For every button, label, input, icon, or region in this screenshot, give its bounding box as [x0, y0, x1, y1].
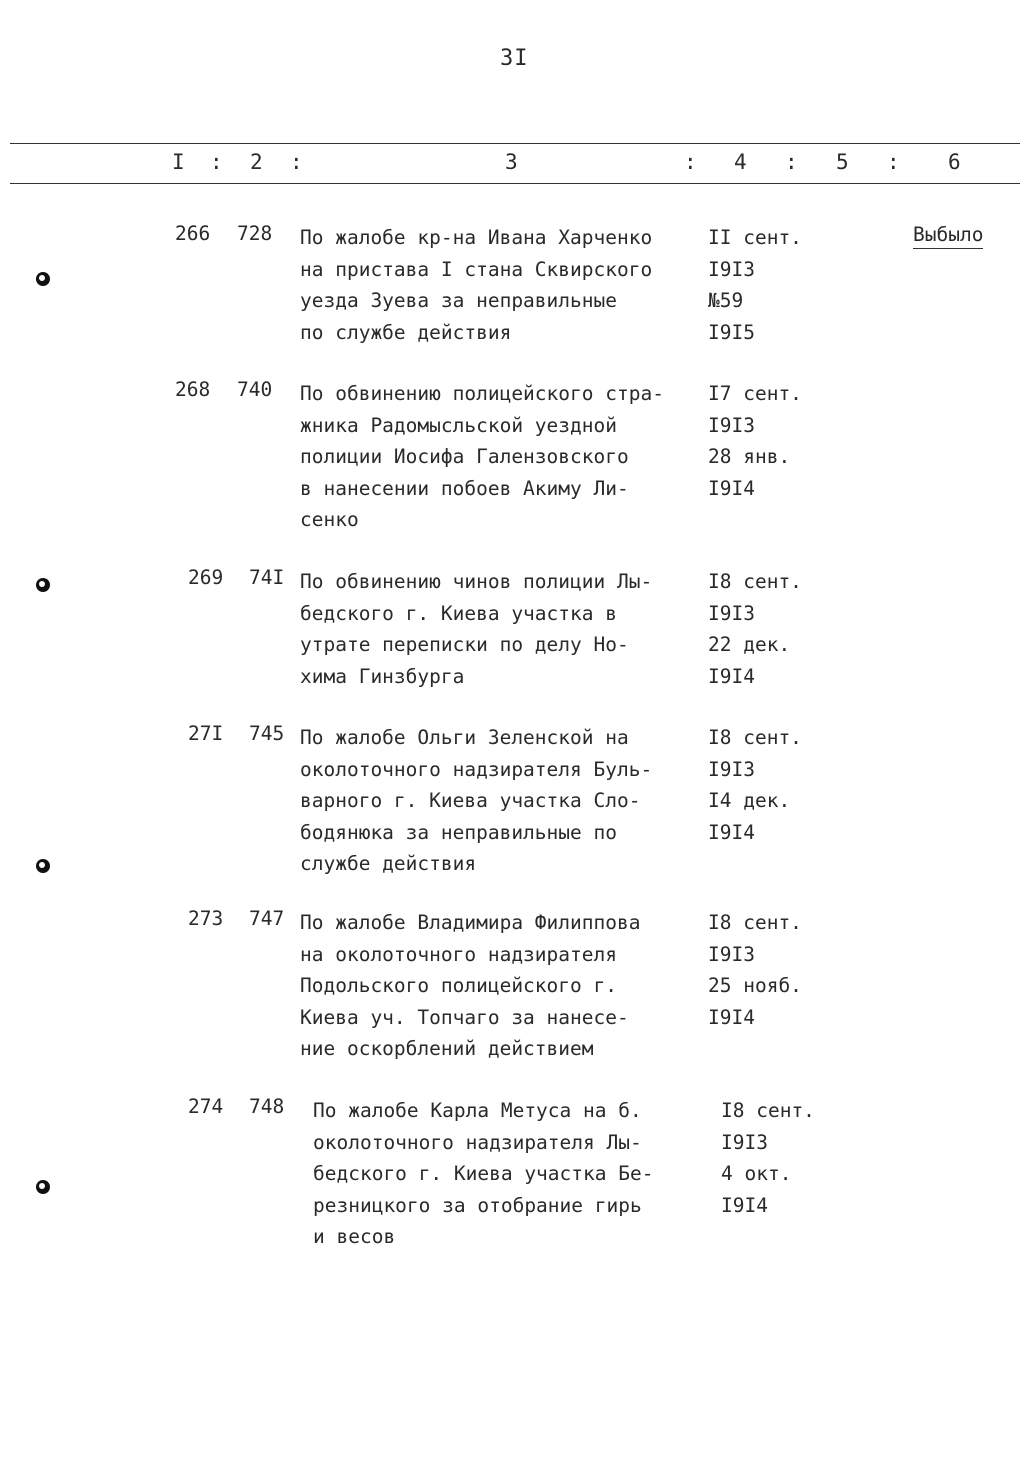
col-separator: : — [290, 150, 303, 174]
row-number: 27I — [188, 722, 224, 745]
case-number: 748 — [249, 1095, 285, 1118]
case-dates: I8 сент. I9I3 25 нояб. I9I4 — [708, 911, 802, 1029]
case-dates: I8 сент. I9I3 22 дек. I9I4 — [708, 570, 802, 688]
col-header-6: 6 — [948, 150, 961, 174]
col-header-5: 5 — [836, 150, 849, 174]
status-note: Выбыло — [913, 222, 983, 249]
case-number: 74I — [249, 566, 285, 589]
case-number: 728 — [237, 222, 273, 245]
col-header-2: 2 — [250, 150, 263, 174]
header-rule-bottom — [10, 183, 1020, 184]
row-number: 266 — [175, 222, 211, 245]
row-number: 268 — [175, 378, 211, 401]
case-description: По жалобе кр-на Ивана Харченко на пристава I стана Сквирского уезда Зуева за неправильные по службе действия — [300, 226, 653, 344]
col-separator: : — [887, 150, 900, 174]
page-number: 3I — [500, 46, 529, 71]
row-number: 274 — [188, 1095, 224, 1118]
case-number: 747 — [249, 907, 285, 930]
punch-hole — [36, 1180, 50, 1194]
col-header-4: 4 — [734, 150, 747, 174]
case-number: 740 — [237, 378, 273, 401]
case-number: 745 — [249, 722, 285, 745]
col-separator: : — [684, 150, 697, 174]
col-separator: : — [785, 150, 798, 174]
punch-hole — [36, 859, 50, 873]
row-number: 269 — [188, 566, 224, 589]
case-dates: I8 сент. I9I3 I4 дек. I9I4 — [708, 726, 802, 844]
case-description: По жалобе Карла Метуса на б. околоточного надзирателя Лы- бедского г. Киева участка Бе- резницкого за отобрание гирь и весов — [313, 1099, 654, 1248]
case-description: По обвинению полицейского стра- жника Радомысльской уездной полиции Иосифа Галензовского в нанесении побоев Акиму Ли- сенко — [300, 382, 664, 531]
col-header-1: I — [172, 150, 185, 174]
case-description: По жалобе Ольги Зеленской на околоточного надзирателя Буль- варного г. Киева участка Сло- бодянюка за неправильные по службе действия — [300, 726, 653, 875]
punch-hole — [36, 272, 50, 286]
row-number: 273 — [188, 907, 224, 930]
case-dates: II сент. I9I3 №59 I9I5 — [708, 226, 802, 344]
punch-hole — [36, 578, 50, 592]
col-separator: : — [210, 150, 223, 174]
case-dates: I7 сент. I9I3 28 янв. I9I4 — [708, 382, 802, 500]
col-header-3: 3 — [505, 150, 518, 174]
header-rule-top — [10, 143, 1020, 144]
case-dates: I8 сент. I9I3 4 окт. I9I4 — [721, 1099, 815, 1217]
case-description: По жалобе Владимира Филиппова на околоточного надзирателя Подольского полицейского г. Киева уч. Топчаго за нанесе- ние оскорблений действием — [300, 911, 641, 1060]
case-description: По обвинению чинов полиции Лы- бедского г. Киева участка в утрате переписки по делу Но- хима Гинзбурга — [300, 570, 653, 688]
